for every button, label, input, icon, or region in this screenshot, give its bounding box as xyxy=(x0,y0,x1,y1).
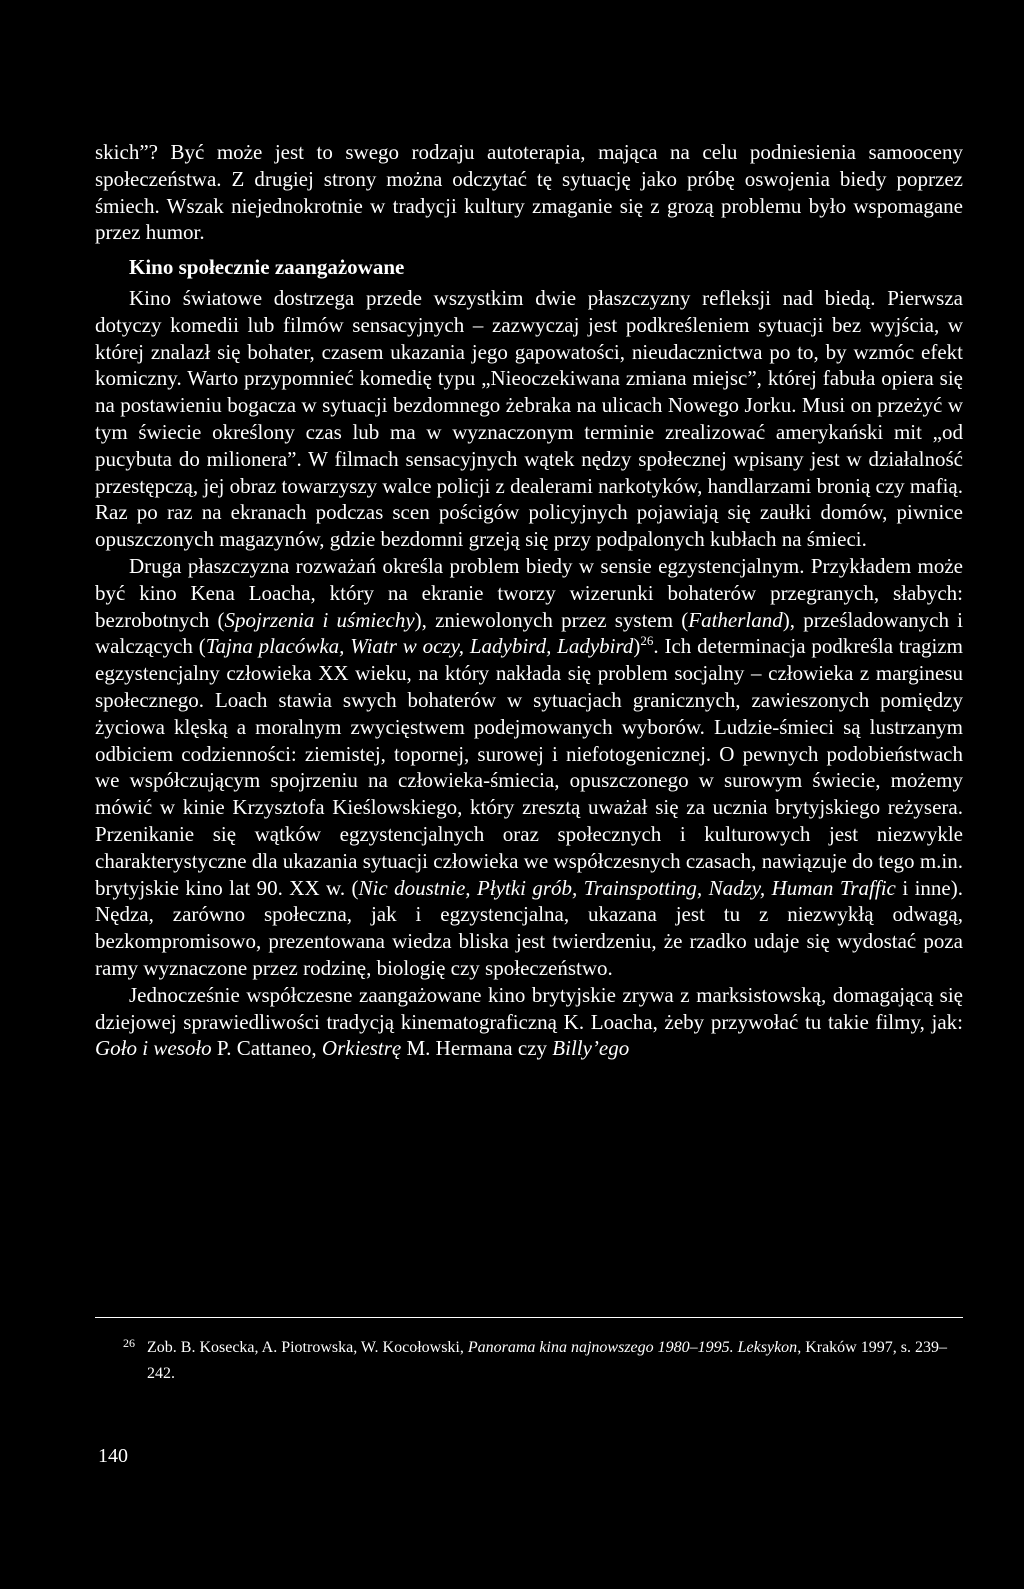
section-heading: Kino społecznie zaangażowane xyxy=(129,255,405,280)
p3-text-d: ) xyxy=(633,634,641,659)
p4-text-a: Jednocześnie współczesne zaangażowane kino brytyjskie zrywa z marksistowską, domagającą się dziejowej sprawiedliwości tradycją kinematograficzną K. Loacha, żeby przywołać tu takie filmy, jak: xyxy=(95,982,963,1034)
footnote-number: 26 xyxy=(123,1336,135,1350)
footnote-divider xyxy=(95,1317,963,1318)
footnote-text-b: , Kraków 1997, s. 239–242. xyxy=(147,1339,947,1382)
page-number: 140 xyxy=(98,1445,128,1467)
film-title: Billy’ego xyxy=(552,1036,630,1061)
p3-text-a: Druga płaszczyzna rozważań określa problem biedy w sensie egzystencjalnym. Przykładem może być kino Kena Loacha, który na ekranie tworzy wizerunki bohaterów przegranych, słabych: bezrobotnych ( xyxy=(95,553,963,632)
footnote xyxy=(95,1335,963,1387)
film-title: Goło i wesoło xyxy=(95,1036,212,1061)
footnote-reference: 26 xyxy=(640,633,654,649)
paragraph-3 xyxy=(95,553,963,982)
p3-text-c: ), prześladowanych i walczących ( xyxy=(95,607,963,659)
main-text xyxy=(95,139,963,1062)
paragraph-2: Kino światowe dostrzega przede wszystkim dwie płaszczyzny refleksji nad biedą. Pierwsza dotyczy komedii lub filmów sensacyjnych – zazwyczaj jest podkreśleniem sytuacji bez wyjścia, w której znalazł się bohater, czasem ukazania jego gapowatości, nieudacznictwa po to, by wzmóc efekt komiczny. Warto przypomnieć komedię typu „Nieoczekiwana zmiana miejsc”, której fabuła opiera się na postawieniu bogacza w sytuacji bezdomnego żebraka na ulicach Nowego Jorku. Musi on przeżyć w tym świecie określony czas lub ma w wyznaczonym terminie zrealizować amerykański mit „od pucybuta do milionera”. W filmach sensacyjnych wątek nędzy społecznej wpisany jest w działalność przestępczą, jej obraz towarzyszy walce policji z dealerami narkotyków, handlarzami bronią czy mafią. Raz po raz na ekranach podczas scen pościgów policyjnych pojawiają się zaułki domów, piwnice opuszczonych magazynów, gdzie bezdomni grzeją się przy podpalonych kubłach na śmieci. xyxy=(95,285,963,552)
p4-text-c: M. Hermana czy xyxy=(401,1036,553,1061)
p3-text-e: . Ich determinacja podkreśla tragizm egzystencjalny człowieka XX wieku, na który nakłada się problem socjalny – człowieka z marginesu społecznego. Loach stawia swych bohaterów w sytuacjach granicznych, zawieszonych pomiędzy życiowa klęską a moralnym zwycięstwem podejmowanych wyborów. Ludzie-śmieci są lustrzanym odbiciem codzienności: ziemistej, topornej, surowej i niefotogenicznej. O pewnych podobieństwach we współczującym spojrzeniu na człowieka-śmiecia, opuszczonego w surowym świecie, możemy mówić w kinie Krzysztofa Kieślowskiego, który zresztą uważał się za ucznia brytyjskiego reżysera. Przenikanie się wątków egzystencjalnych oraz społecznych i kulturowych jest niezwykle charakterystyczne dla ukazania sytuacji człowieka we współczesnych czasach, nawiązuje do tego m.in. brytyjskie kino lat 90. XX w. ( xyxy=(95,634,964,900)
film-title: Orkiestrę xyxy=(321,1036,402,1061)
footnote-title: Panorama kina najnowszego 1980–1995. Leksykon xyxy=(467,1339,798,1356)
paragraph-4 xyxy=(95,982,963,1062)
p3-text-b: ), zniewolonych przez system ( xyxy=(414,607,689,632)
paragraph-1: skich”? Być może jest to swego rodzaju autoterapia, mająca na celu podniesienia samooceny społeczeństwa. Z drugiej strony można odczytać tę sytuację jako próbę oswojenia biedy poprzez śmiech. Wszak niejednokrotnie w tradycji kultury zmaganie się z grozą problemu było wspomagane przez humor. xyxy=(95,140,963,245)
film-title: Tajna placówka, Wiatr w oczy, Ladybird, Ladybird xyxy=(205,634,634,659)
film-title: Nic doustnie, Płytki grób, Trainspotting, Nadzy, Human Traffic xyxy=(358,875,896,900)
footnote-text-a: Zob. B. Kosecka, A. Piotrowska, W. Kocołowski, xyxy=(147,1339,468,1356)
p4-text-b: P. Cattaneo, xyxy=(211,1036,322,1061)
film-title: Fatherland xyxy=(688,607,783,632)
film-title: Spojrzenia i uśmiechy xyxy=(224,607,415,632)
p3-text-f: i inne). Nędza, zarówno społeczna, jak i egzystencjalna, ukazana jest tu z niezwykłą odwagą, bezkompromisowo, prezentowana wiedza bliska jest twierdzeniu, że rzadko udaje się wydostać poza ramy wyznaczone przez rodzinę, biologię czy społeczeństwo. xyxy=(95,875,963,980)
